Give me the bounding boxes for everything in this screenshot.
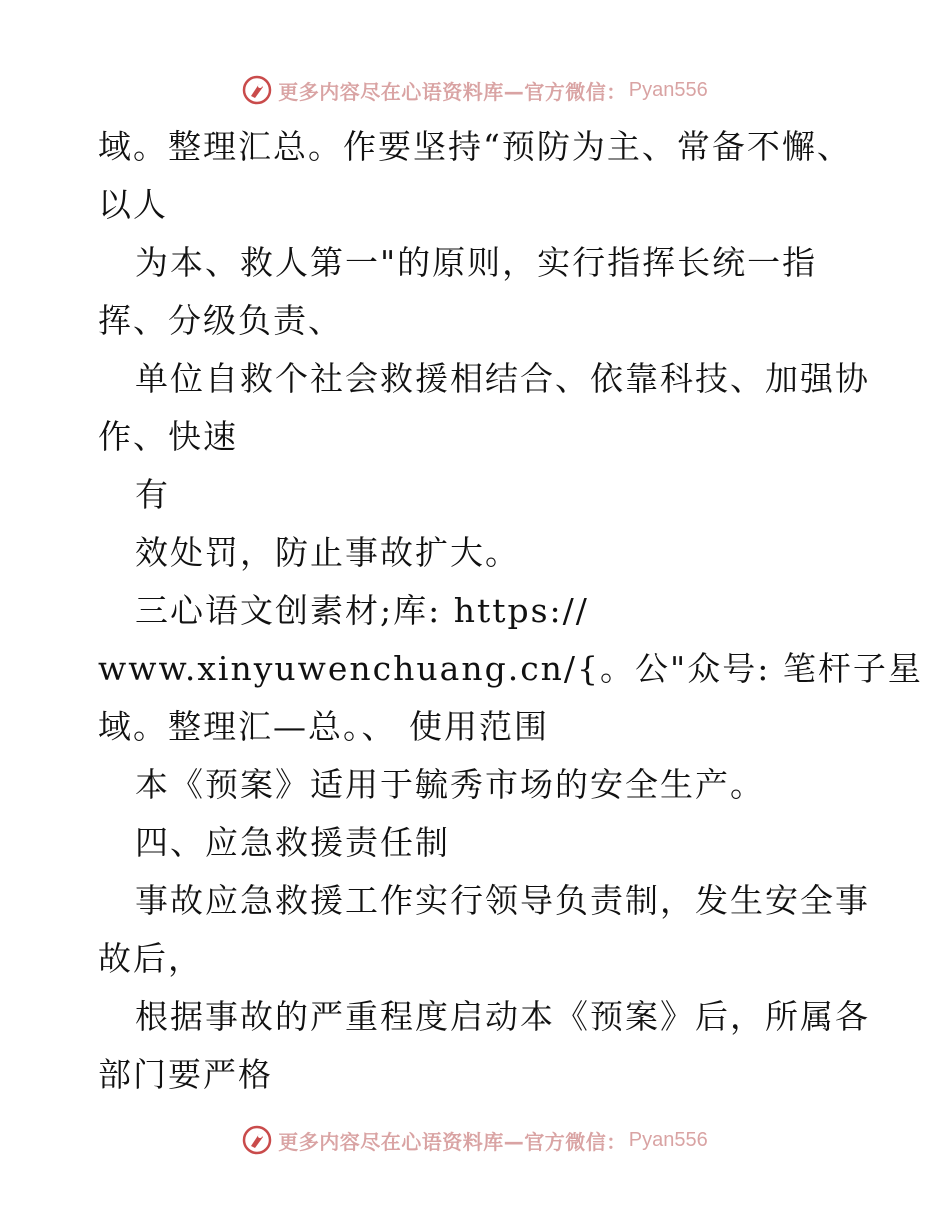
pen-nib-seal-icon — [242, 75, 272, 105]
watermark-text: 更多内容尽在心语资料库—官方微信： — [278, 79, 627, 104]
header-watermark — [0, 70, 950, 110]
text-line: 部门要严格 — [98, 1055, 273, 1094]
document-body — [98, 118, 923, 1104]
watermark-text: 更多内容尽在心语资料库—官方微信： — [278, 1129, 627, 1154]
text-line: 挥、分级负责、 — [98, 301, 343, 340]
pen-nib-seal-icon — [242, 1125, 272, 1155]
text-line: 以人 — [98, 185, 168, 224]
text-line: 故后， — [98, 939, 203, 978]
text-line: 根据事故的严重程度启动本《预案》后，所属各 — [135, 997, 870, 1036]
text-line: 四、应急救援责任制 — [135, 823, 450, 862]
text-line: 为本、救人第一"的原则，实行指挥长统一指 — [135, 243, 818, 282]
watermark-handle: Pyan556 — [628, 1128, 708, 1151]
text-line: 域。整理汇总。作要坚持“预防为主、常备不懈、 — [98, 127, 852, 166]
text-line: 有 — [135, 475, 170, 514]
text-line: 三心语文创素材;库: https:// — [135, 591, 589, 630]
text-line: 域。整理汇—总。、 使用范围 — [98, 707, 549, 746]
text-line: 事故应急救援工作实行领导负责制，发生安全事 — [135, 881, 870, 920]
watermark-handle: Pyan556 — [628, 78, 708, 101]
text-line: 本《预案》适用于毓秀市场的安全生产。 — [135, 765, 765, 804]
text-line: 作、快速 — [98, 417, 238, 456]
text-line: 效处罚，防止事故扩大。 — [135, 533, 520, 572]
text-line: www.xinyuwenchuang.cn/{。公"众号: 笔杆子星 — [98, 649, 923, 688]
text-line: 单位自救个社会救援相结合、依靠科技、加强协 — [135, 359, 870, 398]
footer-watermark — [0, 1120, 950, 1160]
